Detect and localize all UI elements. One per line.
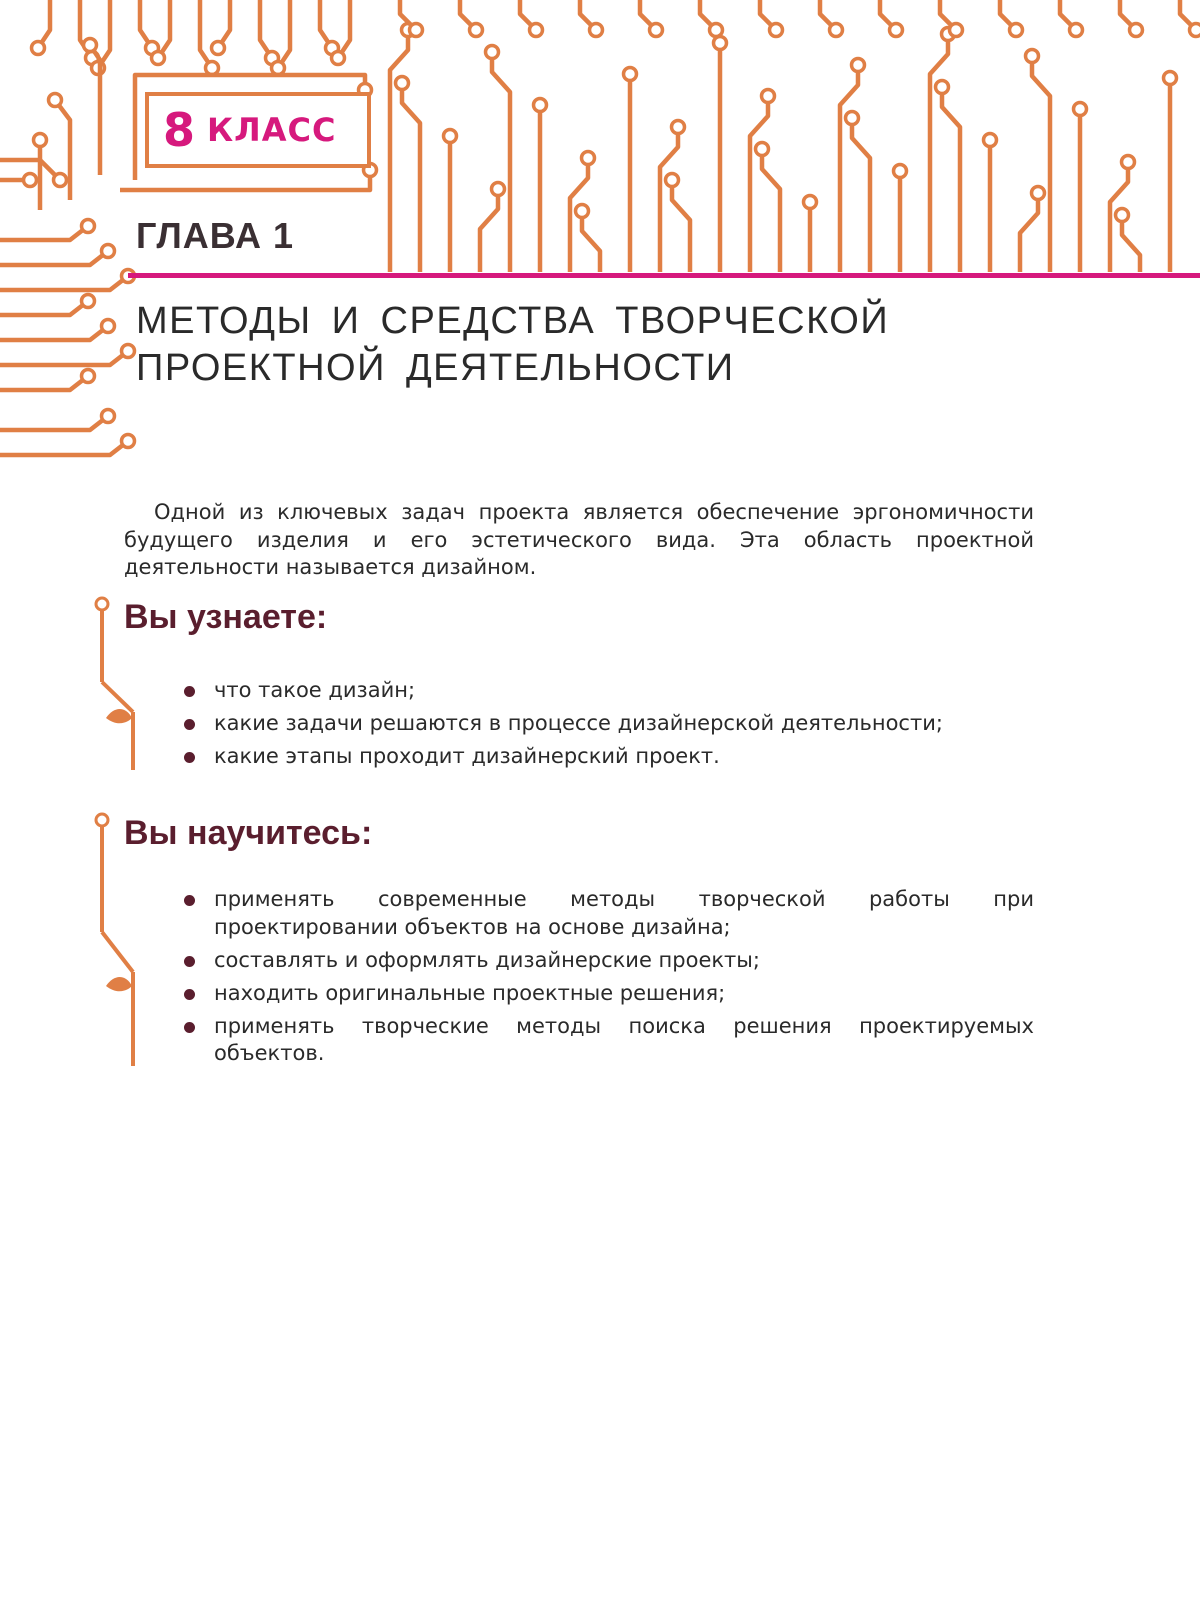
learn-list — [184, 677, 1034, 776]
skills-list — [184, 886, 1034, 1073]
grade-label-box — [145, 92, 371, 168]
list-item: какие задачи решаются в процессе дизайнерской деятельности; — [184, 710, 1034, 738]
list-item: находить оригинальные проектные решения; — [184, 980, 1034, 1008]
list-item: что такое дизайн; — [184, 677, 1034, 705]
chapter-label: ГЛАВА 1 — [136, 215, 294, 256]
chapter-title-line-2: ПРОЕКТНОЙ ДЕЯТЕЛЬНОСТИ — [136, 347, 735, 389]
list-item: составлять и оформлять дизайнерские проекты; — [184, 947, 1034, 975]
skills-heading: Вы научитесь: — [124, 814, 373, 852]
list-item: применять творческие методы поиска решения проектируемых объектов. — [184, 1013, 1034, 1068]
list-item: какие этапы проходит дизайнерский проект. — [184, 743, 1034, 771]
chapter-divider — [128, 273, 1200, 278]
chapter-title-line-1: МЕТОДЫ И СРЕДСТВА ТВОРЧЕСКОЙ — [136, 300, 890, 342]
list-item: применять современные методы творческой работы при проектировании объектов на основе дизайна; — [184, 886, 1034, 941]
grade-word: КЛАСС — [207, 111, 337, 149]
chapter-title — [136, 298, 1036, 392]
grade-number: 8 — [163, 103, 196, 157]
learn-heading: Вы узнаете: — [124, 598, 328, 636]
intro-paragraph: Одной из ключевых задач проекта является обеспечение эргономичности будущего изделия и его эстетического вида. Эта область проектной деятельности называется дизайном. — [124, 500, 1034, 579]
